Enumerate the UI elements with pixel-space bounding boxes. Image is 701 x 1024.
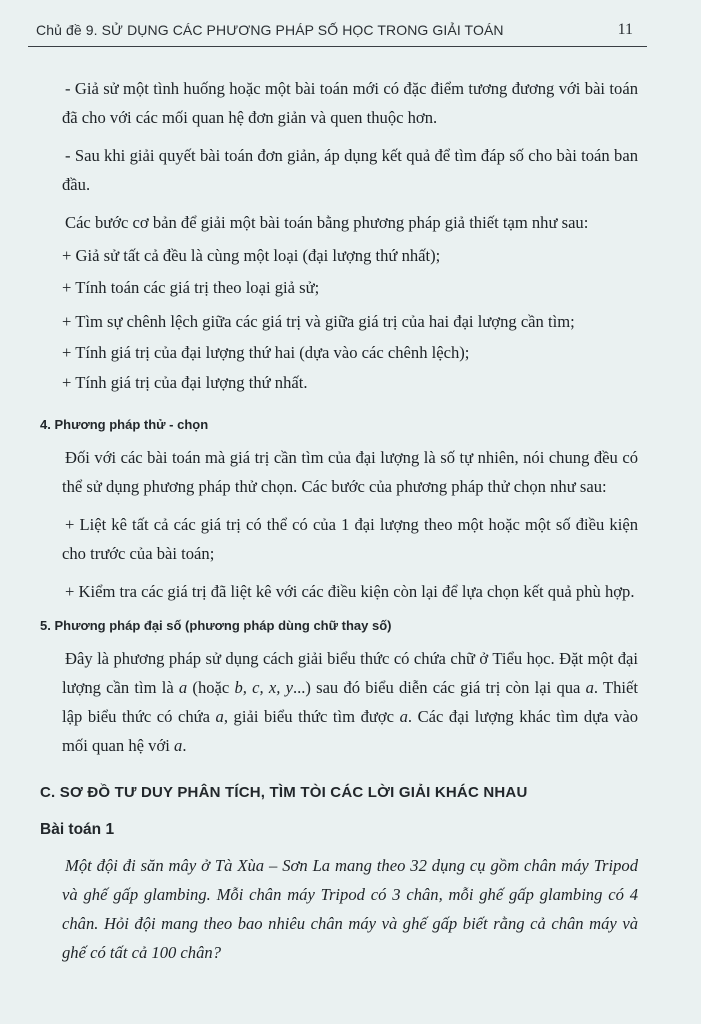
section-5-body: Đây là phương pháp sử dụng cách giải biểu thức có chứa chữ ở Tiểu học. Đặt một đại lượng cần tìm là a (hoặc b, c, x, y...) sau đó biểu diễn các giá trị còn lại qua a. Thiết lập biểu thức có chứa a, giải biểu thức tìm được a. Các đại lượng khác tìm dựa vào mối quan hệ với a. bbox=[62, 649, 638, 755]
step-item: + Tính giá trị của đại lượng thứ nhất. bbox=[62, 373, 308, 392]
paragraph-assume: - Giả sử một tình huống hoặc một bài toán mới có đặc điểm tương đương với bài toán đã cho với các mối quan hệ đơn giản và quen thuộc hơn. bbox=[62, 79, 638, 127]
page-number: 11 bbox=[617, 21, 633, 38]
paragraph-apply: - Sau khi giải quyết bài toán đơn giản, áp dụng kết quả để tìm đáp số cho bài toán ban đầu. bbox=[62, 146, 638, 194]
section-4-heading: 4. Phương pháp thử - chọn bbox=[40, 417, 209, 432]
problem-1-title: Bài toán 1 bbox=[40, 821, 115, 838]
problem-1-statement: Một đội đi săn mây ở Tà Xùa – Sơn La mang theo 32 dụng cụ gồm chân máy Tripod và ghế gấp glambing. Mỗi chân máy Tripod có 3 chân, mỗi ghế gấp glambing có 4 chân. Hỏi đội mang theo bao nhiêu chân máy và ghế gấp biết rằng cả chân máy và ghế có tất cả 100 chân? bbox=[62, 856, 638, 962]
section-4-step-check: + Kiểm tra các giá trị đã liệt kê với các điều kiện còn lại để lựa chọn kết quả phù hợp. bbox=[65, 582, 635, 601]
step-item: + Tính giá trị của đại lượng thứ hai (dựa vào các chênh lệch); bbox=[62, 343, 470, 362]
step-item: + Tính toán các giá trị theo loại giả sử; bbox=[62, 278, 320, 297]
section-4-step-list: + Liệt kê tất cả các giá trị có thể có của 1 đại lượng theo một hoặc một số điều kiện cho trước của bài toán; bbox=[62, 515, 638, 563]
section-5-heading: 5. Phương pháp đại số (phương pháp dùng chữ thay số) bbox=[40, 618, 392, 633]
step-item: + Tìm sự chênh lệch giữa các giá trị và giữa giá trị của hai đại lượng cần tìm; bbox=[62, 312, 575, 331]
page-header bbox=[28, 14, 647, 47]
section-c-heading: C. SƠ ĐỒ TƯ DUY PHÂN TÍCH, TÌM TÒI CÁC LỜI GIẢI KHÁC NHAU bbox=[40, 784, 528, 801]
page-content bbox=[40, 74, 638, 967]
section-4-intro: Đối với các bài toán mà giá trị cần tìm của đại lượng là số tự nhiên, nói chung đều có thể sử dụng phương pháp thử chọn. Các bước của phương pháp thử chọn như sau: bbox=[62, 448, 638, 496]
step-item: + Giả sử tất cả đều là cùng một loại (đại lượng thứ nhất); bbox=[62, 246, 441, 265]
paragraph-steps-intro: Các bước cơ bản để giải một bài toán bằng phương pháp giả thiết tạm như sau: bbox=[65, 213, 589, 232]
chapter-title: Chủ đề 9. SỬ DỤNG CÁC PHƯƠNG PHÁP SỐ HỌC TRONG GIẢI TOÁN bbox=[36, 22, 504, 38]
